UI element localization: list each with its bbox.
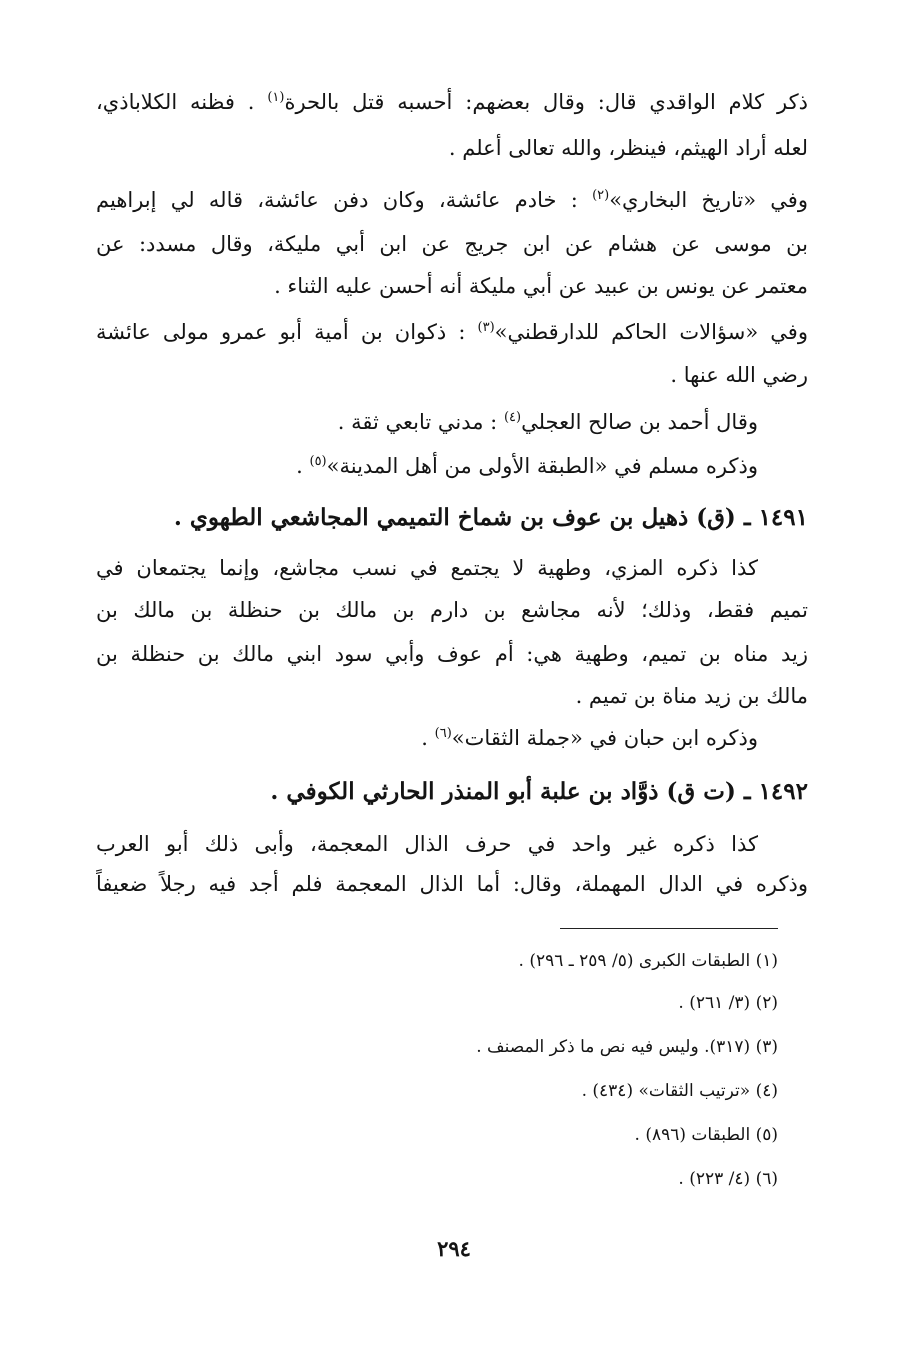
text-line: بن موسى عن هشام عن ابن جريج عن ابن أبي مليكة، وقال مسدد: عن — [96, 232, 808, 256]
footnote-separator — [560, 928, 778, 929]
text-line: معتمر عن يونس بن عبيد عن أبي مليكة أنه أحسن عليه الثناء . — [274, 274, 808, 298]
footnote-ref[interactable]: (٤) — [503, 410, 522, 425]
text-line: وذكره في الدال المهملة، وقال: أما الذال المعجمة فلم أجد فيه رجلاً ضعيفاً — [96, 872, 808, 896]
text-line: ذكر كلام الواقدي قال: وقال بعضهم: أحسبه قتل بالحرة$^{(١)}$ . فظنه الكلاباذي، — [96, 90, 808, 114]
entry-heading-1491: ١٤٩١ ـ (ق) ذهيل بن عوف بن شماخ التميمي المجاشعي الطهوي . — [173, 504, 808, 531]
footnote-ref[interactable]: (٣) — [477, 320, 495, 335]
footnote: (٢) (٣/ ٢٦١) . — [678, 993, 778, 1013]
text-line: مالك بن زيد مناة بن تميم . — [575, 684, 808, 708]
page-number: ٢٩٤ — [437, 1236, 471, 1261]
text-line: كذا ذكره غير واحد في حرف الذال المعجمة، وأبى ذلك أبو العرب — [96, 832, 758, 856]
footnote-ref[interactable]: (٦) — [434, 726, 452, 741]
text-line: تميم فقط، وذلك؛ لأنه مجاشع بن دارم بن مالك بن حنظلة بن مالك بن — [96, 598, 808, 622]
footnote: (١) الطبقات الكبرى (٥/ ٢٥٩ ـ ٢٩٦) . — [518, 951, 778, 971]
footnote: (٤) «ترتيب الثقات» (٤٣٤) . — [581, 1081, 778, 1101]
text-line: رضي الله عنها . — [670, 363, 808, 387]
entry-heading-1492: ١٤٩٢ ـ (ت ق) ذوَّاد بن علبة أبو المنذر الحارثي الكوفي . — [270, 778, 808, 805]
text-line: زيد مناه بن تميم، وطهية هي: أم عوف وأبي سود ابني مالك بن حنظلة بن — [96, 642, 808, 666]
text-line: كذا ذكره المزي، وطهية لا يجتمع في نسب مجاشع، وإنما يجتمعان في — [96, 556, 758, 580]
footnote-ref[interactable]: (٥) — [309, 454, 327, 469]
text-line: وفي «تاريخ البخاري»$^{(٢)}$ : خادم عائشة، وكان دفن عائشة، قاله لي إبراهيم — [96, 188, 808, 212]
footnote: (٦) (٤/ ٢٢٣) . — [678, 1169, 778, 1189]
text-line: وذكره مسلم في «الطبقة الأولى من أهل المدينة»$^{(٥)}$ . — [296, 454, 758, 478]
footnote-ref[interactable]: (٢) — [592, 188, 610, 203]
footnote: (٣) (٣١٧). وليس فيه نص ما ذكر المصنف . — [476, 1037, 778, 1057]
text-line: وذكره ابن حبان في «جملة الثقات»$^{(٦)}$ . — [421, 726, 758, 750]
footnote: (٥) الطبقات (٨٩٦) . — [634, 1125, 778, 1145]
text-line: وقال أحمد بن صالح العجلي$^{(٤)}$ : مدني تابعي ثقة . — [337, 410, 758, 434]
footnote-ref[interactable]: (١) — [267, 90, 285, 105]
text-line: لعله أراد الهيثم، فينظر، والله تعالى أعلم . — [448, 136, 808, 160]
text-line: وفي «سؤالات الحاكم للدارقطني»$^{(٣)}$ : ذكوان بن أمية أبو عمرو مولى عائشة — [96, 320, 808, 344]
